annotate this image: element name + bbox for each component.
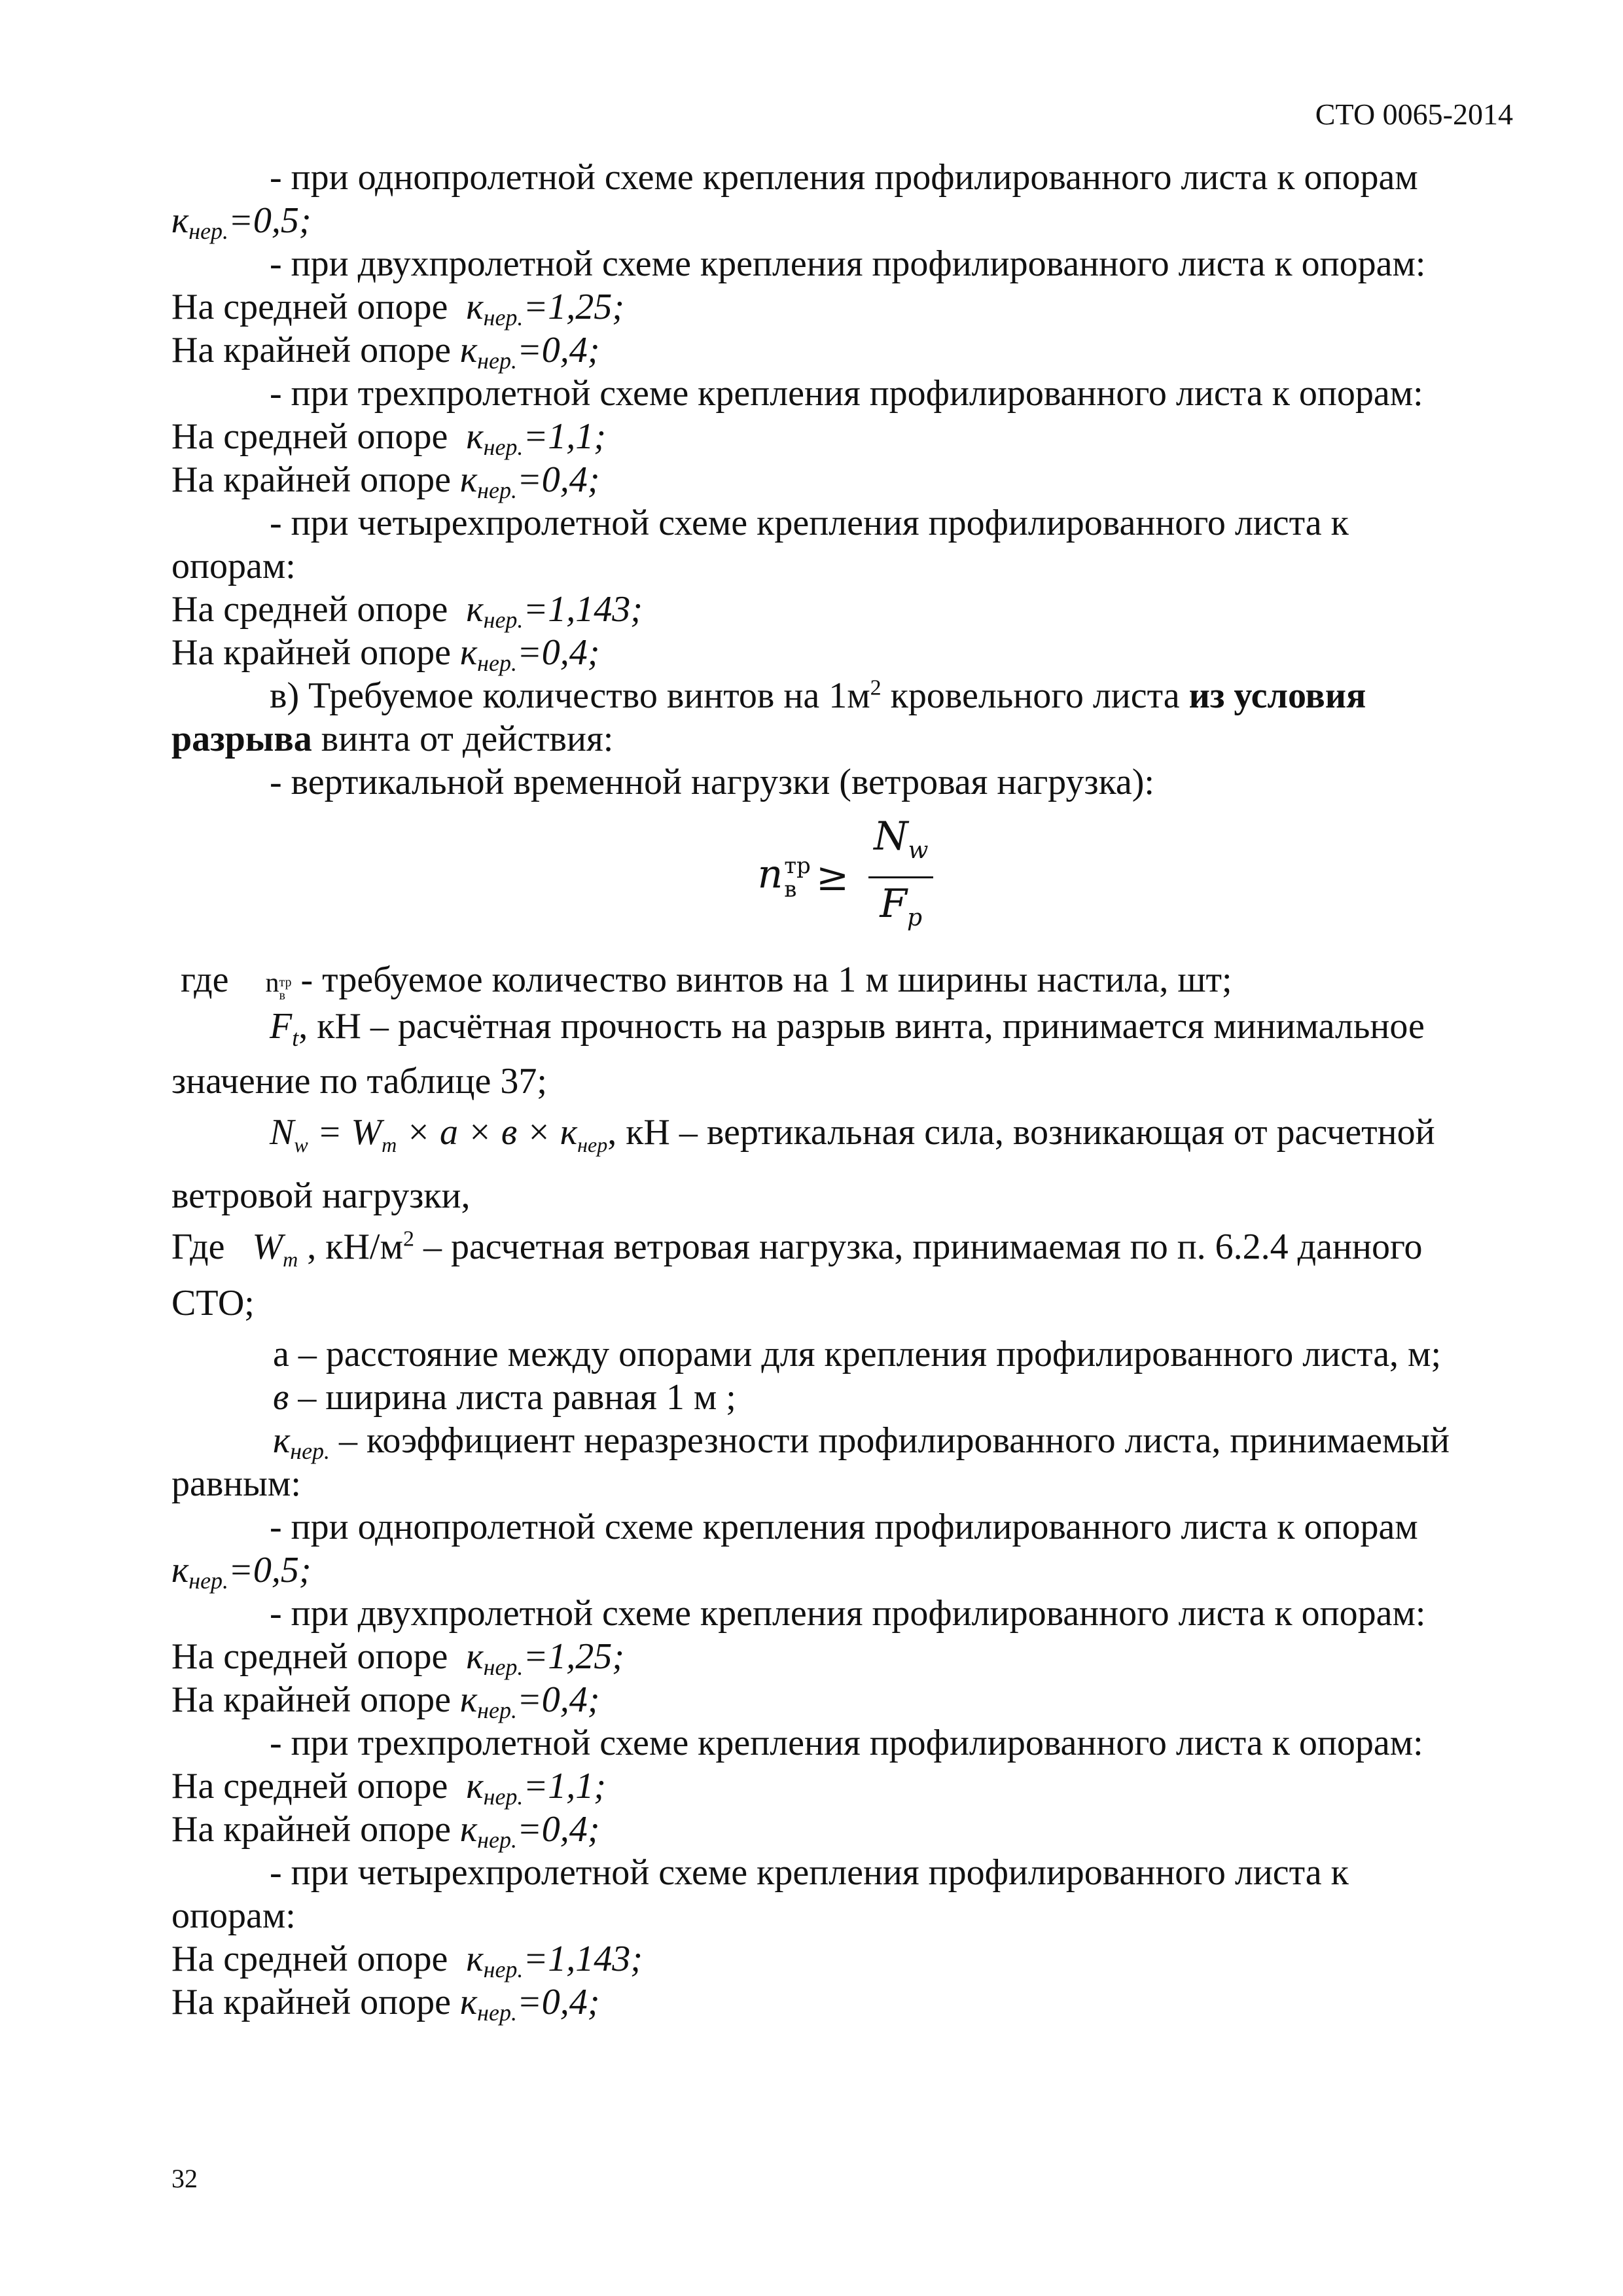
k-symbol: $к_{нер.}$: [459, 1808, 517, 1853]
four-span-line: - при четырехпролетной схеме крепления профилированного листа к: [270, 503, 1349, 543]
k-symbol: $к_{нер.}$: [171, 200, 229, 244]
section-v-heading-cont: разрыва винта от действия:: [171, 719, 614, 759]
page-number: 32: [171, 2164, 198, 2193]
where-n-line: где n тр в - требуемое количество винтов на 1 м ширины настила, шт;: [181, 960, 1232, 1003]
three-span-line: - при трехпролетной схеме крепления профилированного листа к опорам:: [270, 373, 1423, 414]
where-wm-line: Где $W_m$ , $кН/м^2$ – расчетная ветровая нагрузка, принимаемая по п. 6.2.4 данного: [171, 1227, 1423, 1272]
k-symbol: $к_{нер.}$: [459, 1679, 517, 1723]
page-body: [171, 156, 1520, 2024]
k-symbol: $к_{нер.}$: [466, 1636, 524, 1680]
four-span-line-cont: опорам:: [171, 546, 296, 586]
where-ft-line-cont: значение по таблице 37;: [171, 1061, 547, 1102]
two-span-mid: На средней опоре $к_{нер.}=1,25$;: [171, 287, 624, 331]
section-v-heading: в) Требуемое количество винтов на $1м^2$ кровельного листа из условия: [270, 675, 1366, 716]
k-symbol: $к_{нер.}$: [273, 1420, 330, 1464]
where-b-line: в – ширина листа равная 1 м ;: [273, 1376, 736, 1418]
k-symbol: $к_{нер.}$: [466, 589, 524, 633]
formula-numerator: $N_w$: [868, 815, 933, 878]
one-span-line-2: - при однопролетной схеме крепления профилированного листа к опорам: [270, 1506, 1418, 1547]
two-span-mid-2: На средней опоре $к_{нер.}=1,25$;: [171, 1636, 624, 1680]
three-span-mid: На средней опоре $к_{нер.}=1,1$;: [171, 416, 606, 460]
four-span-line-2: - при четырехпролетной схеме крепления профилированного листа к: [270, 1852, 1349, 1893]
where-k-line-cont: равным:: [171, 1463, 301, 1504]
four-span-mid: На средней опоре $к_{нер.}=1,143$;: [171, 589, 643, 633]
one-span-value: $к_{нер.}=0,5$;: [171, 200, 312, 244]
where-ft-line: $F_t$, кН – расчётная прочность на разрыв винта, принимается минимальное: [270, 1006, 1425, 1052]
where-nw-line-cont: ветровой нагрузки,: [171, 1175, 471, 1217]
three-span-line-2: - при трехпролетной схеме крепления профилированного листа к опорам:: [270, 1722, 1423, 1763]
three-span-mid-2: На средней опоре $к_{нер.}=1,1$;: [171, 1765, 606, 1810]
two-span-edge: На крайней опоре $к_{нер.}=0,4$;: [171, 330, 600, 374]
k-symbol: $к_{нер.}$: [459, 459, 517, 503]
four-span-mid-2: На средней опоре $к_{нер.}=1,143$;: [171, 1938, 643, 1982]
screw-count-formula: [171, 813, 1520, 936]
where-a-line: а – расстояние между опорами для крепления профилированного листа, м;: [273, 1333, 1442, 1374]
three-span-edge-2: На крайней опоре $к_{нер.}=0,4$;: [171, 1808, 600, 1853]
where-nw-line: $N_w = W_m \times a \times в \times к_{нер}$, кН – вертикальная сила, возникающая от расчетной: [270, 1112, 1435, 1157]
k-symbol: $к_{нер.}$: [459, 1981, 517, 2026]
four-span-line-cont-2: опорам:: [171, 1895, 296, 1936]
formula-lhs: n тр в: [757, 852, 811, 903]
where-k-line: $к_{нер.}$ – коэффициент неразрезности профилированного листа, принимаемый: [273, 1420, 1450, 1464]
k-symbol: $к_{нер.}$: [466, 1765, 524, 1810]
k-symbol: $к_{нер.}$: [459, 632, 517, 676]
one-span-value-2: $к_{нер.}=0,5$;: [171, 1549, 312, 1594]
one-span-line: - при однопролетной схеме крепления профилированного листа к опорам: [270, 157, 1418, 198]
load-type-line: - вертикальной временной нагрузки (ветровая нагрузка):: [270, 762, 1154, 802]
two-span-edge-2: На крайней опоре $к_{нер.}=0,4$;: [171, 1679, 600, 1723]
k-symbol: $к_{нер.}$: [171, 1549, 229, 1594]
formula-ge-sign: ≥: [815, 854, 849, 900]
k-symbol: $к_{нер.}$: [466, 287, 524, 331]
k-symbol: $к_{нер.}$: [466, 416, 524, 460]
four-span-edge-2: На крайней опоре $к_{нер.}=0,4$;: [171, 1981, 600, 2026]
four-span-edge: На крайней опоре $к_{нер.}=0,4$;: [171, 632, 600, 676]
two-span-line-2: - при двухпролетной схеме крепления профилированного листа к опорам:: [270, 1592, 1426, 1634]
three-span-edge: На крайней опоре $к_{нер.}=0,4$;: [171, 459, 600, 503]
n-symbol: n тр в: [265, 968, 292, 1003]
document-code: СТО 0065-2014: [1315, 98, 1513, 131]
where-wm-line-cont: СТО;: [171, 1282, 255, 1323]
two-span-line: - при двухпролетной схеме крепления профилированного листа к опорам:: [270, 243, 1426, 284]
k-symbol: $к_{нер.}$: [466, 1938, 524, 1982]
formula-denominator: $F_p$: [880, 880, 923, 931]
formula-fraction: [868, 815, 933, 940]
k-symbol: $к_{нер.}$: [459, 330, 517, 374]
